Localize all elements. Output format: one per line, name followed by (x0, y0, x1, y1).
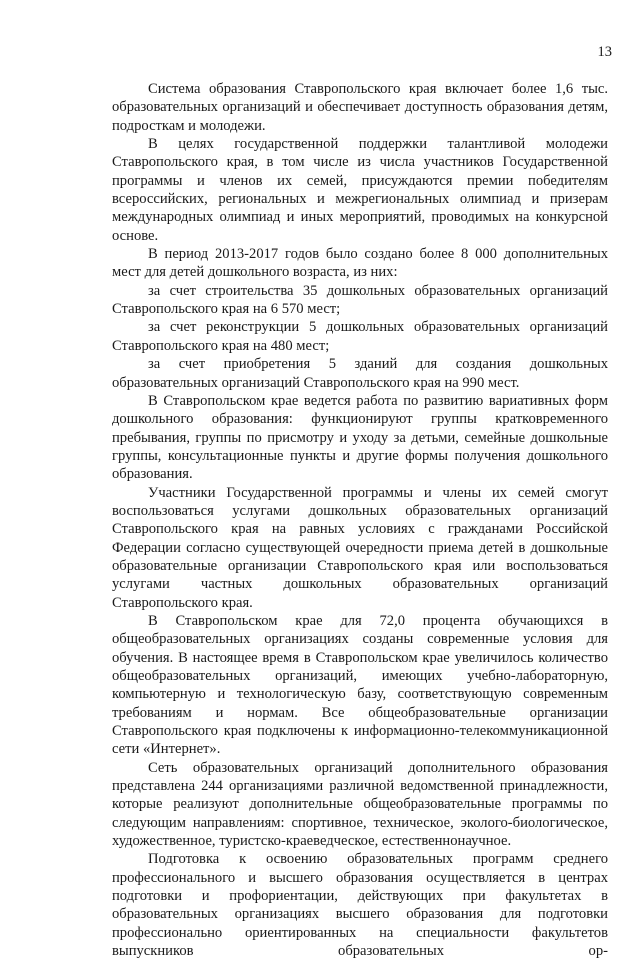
paragraph-acquisition: за счет приобретения 5 зданий для создания дошкольных образовательных организаций Ставропольского края на 990 мест. (112, 356, 608, 391)
paragraph-education-system: Система образования Ставропольского края включает более 1,6 тыс. образовательных организаций и обеспечивает доступность образования детям, подросткам и молодежи. (112, 81, 608, 134)
document-body (112, 80, 608, 961)
paragraph-construction: за счет строительства 35 дошкольных образовательных организаций Ставропольского края на 6 570 мест; (112, 282, 608, 318)
paragraph-preschool-places: В период 2013-2017 годов было создано более 8 000 дополнительных мест для детей дошкольного возраста, из них: (112, 246, 608, 281)
page-number: 13 (597, 44, 612, 60)
paragraph-vocational-preparation: Подготовка к освоению образовательных программ среднего профессионального и высшего образования осуществляется в центрах подготовки и профориентации, действующих при факультетах в образовательных организациях высшего образования для подготовки профессионально ориентированных на специальности факультетов выпускников образовательных ор- (112, 851, 608, 960)
paragraph-reconstruction: за счет реконструкции 5 дошкольных образовательных организаций Ставропольского края на 480 мест; (112, 319, 608, 354)
paragraph-variative-forms: В Ставропольском крае ведется работа по развитию вариативных форм дошкольного образования: функционируют группы кратковременного пребывания, группы по присмотру и уходу за детьми, семейные дошкольные группы, консультационные пункты и другие формы получения дошкольного образования. (112, 392, 608, 483)
paragraph-general-education: В Ставропольском крае для 72,0 процента обучающихся в общеобразовательных организациях созданы современные условия для обучения. В настоящее время в Ставропольском крае увеличилось количество общеобразовательных организаций, имеющих учебно-лабораторную, компьютерную и технологическую базу, соответствующую современным требованиям и нормам. Все общеобразовательные организации Ставропольского края подключены к информационно-телекоммуникационной сети «Интернет». (112, 612, 608, 758)
paragraph-talented-youth: В целях государственной поддержки талантливой молодежи Ставропольского края, в том числе из числа участников Государственной программы и членов их семей, присуждаются премии победителям всероссийских, региональных и межрегиональных олимпиад и призерам международных олимпиад и иных мероприятий, проводимых на конкурсной основе. (112, 136, 608, 244)
paragraph-additional-education: Сеть образовательных организаций дополнительного образования представлена 244 организациями различной ведомственной принадлежности, которые реализуют дополнительные общеобразовательные программы по следующим направлениям: спортивное, техническое, эколого-биологическое, художественное, туристско-краеведческое, естественнонаучное. (112, 759, 608, 850)
paragraph-participants-preschool: Участники Государственной программы и члены их семей смогут воспользоваться услугами дошкольных образовательных организаций Ставропольского края на равных условиях с гражданами Российской Федерации согласно существующей очередности приема детей в дошкольные образовательные организации Ставропольского края или воспользоваться услугами частных дошкольных образовательных организаций Ставропольского края. (112, 484, 608, 611)
